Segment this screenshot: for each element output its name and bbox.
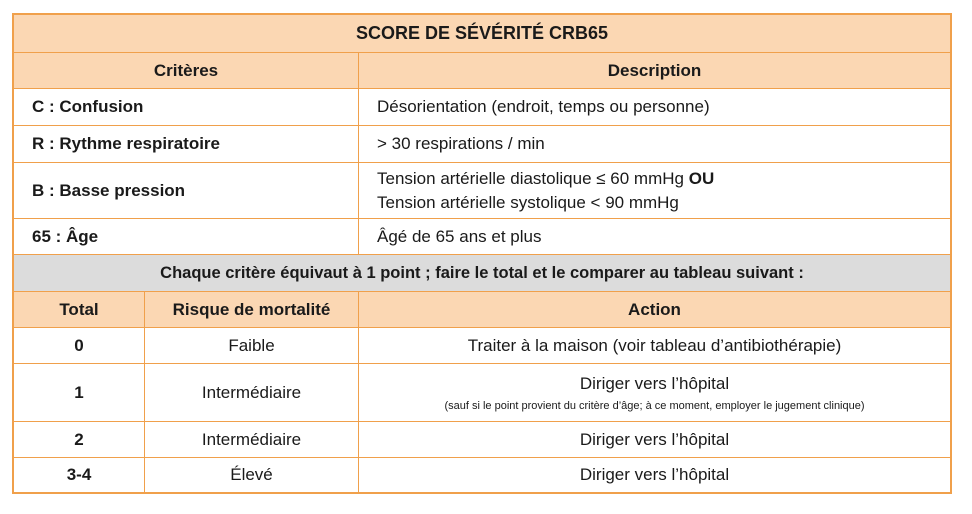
criterion-label: R : Rythme respiratoire xyxy=(32,134,220,153)
table-row xyxy=(14,458,950,492)
action-note: (sauf si le point provient du critère d’âge; à ce moment, employer le jugement clinique) xyxy=(444,399,865,412)
score-total: 1 xyxy=(74,382,84,402)
table-row xyxy=(14,163,950,219)
criteria-header: Critères xyxy=(14,53,358,88)
table-row xyxy=(14,126,950,163)
criteria-header-row xyxy=(14,53,950,89)
score-total: 2 xyxy=(74,429,84,449)
table-row xyxy=(14,364,950,422)
instruction-row xyxy=(14,255,950,292)
description-line: Tension artérielle systolique < 90 mmHg xyxy=(377,192,679,212)
score-risk: Intermédiaire xyxy=(144,364,358,421)
score-risk: Élevé xyxy=(144,458,358,492)
score-risk: Faible xyxy=(144,328,358,363)
crb65-table xyxy=(12,13,952,494)
criterion-label: 65 : Âge xyxy=(32,226,99,246)
criterion-description: > 30 respirations / min xyxy=(358,126,950,162)
criterion-description: Désorientation (endroit, temps ou personne) xyxy=(358,89,950,125)
total-header: Total xyxy=(14,292,144,327)
risk-header: Risque de mortalité xyxy=(144,292,358,327)
score-action: Diriger vers l’hôpital xyxy=(358,422,950,457)
instruction-note: Chaque critère équivaut à 1 point ; faire le total et le comparer au tableau suivant : xyxy=(14,255,950,291)
description-header: Description xyxy=(358,53,950,88)
score-total: 0 xyxy=(74,335,84,355)
criterion-label: C : Confusion xyxy=(32,97,144,116)
score-total: 3-4 xyxy=(66,465,92,484)
score-risk: Intermédiaire xyxy=(144,422,358,457)
title-row xyxy=(14,15,950,53)
table-row xyxy=(14,328,950,364)
criterion-label: B : Basse pression xyxy=(32,180,186,200)
criterion-description xyxy=(358,163,950,218)
action-header: Action xyxy=(358,292,950,327)
table-row xyxy=(14,89,950,126)
action-text: Diriger vers l’hôpital xyxy=(579,373,730,393)
score-header-row xyxy=(14,292,950,328)
table-row xyxy=(14,422,950,458)
score-action: Diriger vers l’hôpital xyxy=(358,458,950,492)
description-line: Tension artérielle diastolique ≤ 60 mmHg OU xyxy=(377,168,715,188)
score-action xyxy=(358,364,950,421)
criterion-description: Âgé de 65 ans et plus xyxy=(358,219,950,254)
or-connector: OU xyxy=(688,168,715,188)
score-action: Traiter à la maison (voir tableau d’antibiothérapie) xyxy=(358,328,950,363)
table-row xyxy=(14,219,950,255)
table-title: SCORE DE SÉVÉRITÉ CRB65 xyxy=(14,15,950,52)
